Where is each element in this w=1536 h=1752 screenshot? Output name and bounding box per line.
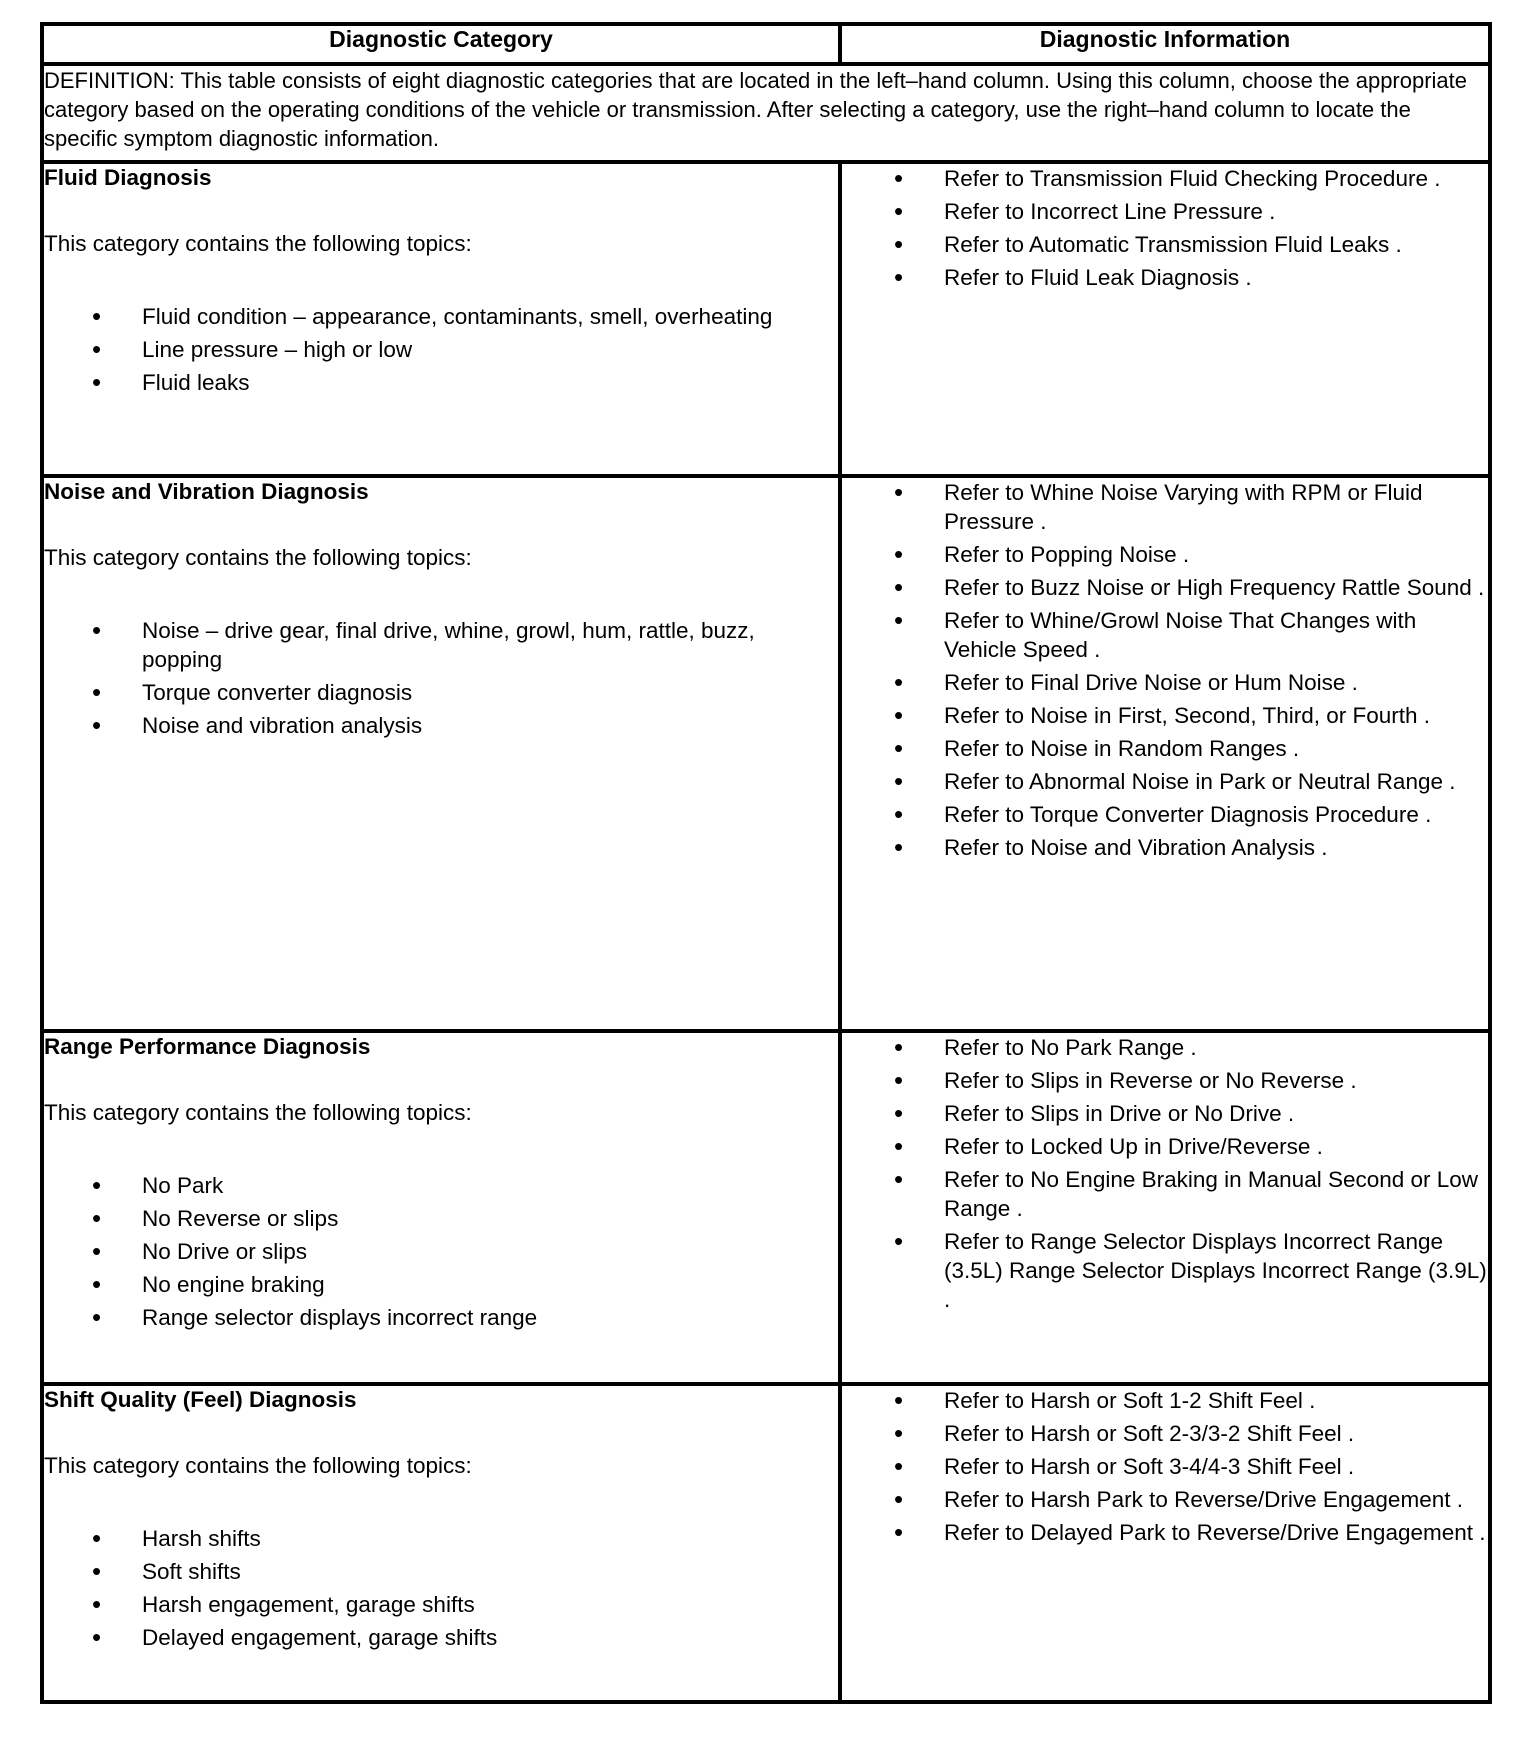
- category-title: Range Performance Diagnosis: [44, 1034, 371, 1060]
- category-intro: This category contains the following topics:: [44, 1100, 472, 1126]
- list-item: • Fluid leaks: [44, 368, 838, 397]
- list-item: • Refer to Harsh Park to Reverse/Drive Engagement .: [842, 1485, 1488, 1514]
- list-item: • Noise – drive gear, final drive, whine, growl, hum, rattle, buzz, popping: [44, 616, 838, 674]
- table-row: [42, 1384, 1490, 1702]
- list-item: • Refer to Torque Converter Diagnosis Procedure .: [842, 800, 1488, 829]
- list-item: • Harsh engagement, garage shifts: [44, 1590, 838, 1619]
- list-item: • Refer to Delayed Park to Reverse/Drive Engagement .: [842, 1518, 1488, 1547]
- list-item: • Refer to Noise in Random Ranges .: [842, 734, 1488, 763]
- list-item: • Refer to Transmission Fluid Checking Procedure .: [842, 164, 1488, 193]
- list-item: • Refer to Fluid Leak Diagnosis .: [842, 263, 1488, 292]
- table-header-row: [42, 24, 1490, 64]
- header-diagnostic-information: Diagnostic Information: [840, 24, 1490, 64]
- list-item: • Refer to Buzz Noise or High Frequency Rattle Sound .: [842, 573, 1488, 602]
- list-item: • Refer to Popping Noise .: [842, 540, 1488, 569]
- list-item: • Refer to Noise in First, Second, Third, or Fourth .: [842, 701, 1488, 730]
- header-diagnostic-category: Diagnostic Category: [42, 24, 840, 64]
- category-cell: [42, 1031, 840, 1383]
- topic-list: [44, 616, 838, 740]
- list-item: • No Reverse or slips: [44, 1204, 838, 1233]
- reference-list: [842, 478, 1488, 862]
- list-item: • Refer to Final Drive Noise or Hum Noise .: [842, 668, 1488, 697]
- category-cell: [42, 162, 840, 476]
- list-item: • Line pressure – high or low: [44, 335, 838, 364]
- category-title: Fluid Diagnosis: [44, 165, 212, 191]
- definition-row: [42, 64, 1490, 162]
- list-item: • Refer to Slips in Drive or No Drive .: [842, 1099, 1488, 1128]
- list-item: • Refer to No Park Range .: [842, 1033, 1488, 1062]
- list-item: • Refer to Automatic Transmission Fluid Leaks .: [842, 230, 1488, 259]
- list-item: • Soft shifts: [44, 1557, 838, 1586]
- topic-list: [44, 1524, 838, 1652]
- list-item: • No engine braking: [44, 1270, 838, 1299]
- list-item: • Refer to Locked Up in Drive/Reverse .: [842, 1132, 1488, 1161]
- list-item: • Refer to Harsh or Soft 1-2 Shift Feel .: [842, 1386, 1488, 1415]
- list-item: • Noise and vibration analysis: [44, 711, 838, 740]
- list-item: • Fluid condition – appearance, contaminants, smell, overheating: [44, 302, 838, 331]
- table-row: [42, 476, 1490, 1031]
- definition-text: DEFINITION: This table consists of eight diagnostic categories that are located in the left–hand column. Using this column, choose the appropriate category based on the operating conditions of the vehicle or transmission. After selecting a category, use the right–hand column to locate the specific symptom diagnostic information.: [42, 64, 1490, 162]
- list-item: • No Drive or slips: [44, 1237, 838, 1266]
- topic-list: [44, 1171, 838, 1332]
- reference-list: [842, 1386, 1488, 1547]
- list-item: • Refer to Range Selector Displays Incorrect Range (3.5L) Range Selector Displays Incorrect Range (3.9L) .: [842, 1227, 1488, 1314]
- table-row: [42, 162, 1490, 476]
- info-cell: [840, 476, 1490, 1031]
- list-item: • Refer to Abnormal Noise in Park or Neutral Range .: [842, 767, 1488, 796]
- category-title: Shift Quality (Feel) Diagnosis: [44, 1386, 357, 1412]
- info-cell: [840, 1031, 1490, 1383]
- list-item: • Refer to Whine/Growl Noise That Changes with Vehicle Speed .: [842, 606, 1488, 664]
- category-title: Noise and Vibration Diagnosis: [44, 479, 369, 505]
- category-cell: [42, 1384, 840, 1702]
- list-item: • Refer to Harsh or Soft 3-4/4-3 Shift Feel .: [842, 1452, 1488, 1481]
- topic-list: [44, 302, 838, 397]
- list-item: • Refer to Slips in Reverse or No Reverse .: [842, 1066, 1488, 1095]
- info-cell: [840, 162, 1490, 476]
- reference-list: [842, 164, 1488, 292]
- info-cell: [840, 1384, 1490, 1702]
- list-item: • Delayed engagement, garage shifts: [44, 1623, 838, 1652]
- list-item: • Refer to Harsh or Soft 2-3/3-2 Shift Feel .: [842, 1419, 1488, 1448]
- list-item: • Refer to Incorrect Line Pressure .: [842, 197, 1488, 226]
- list-item: • Refer to Whine Noise Varying with RPM or Fluid Pressure .: [842, 478, 1488, 536]
- list-item: • Range selector displays incorrect range: [44, 1303, 838, 1332]
- category-cell: [42, 476, 840, 1031]
- list-item: • Harsh shifts: [44, 1524, 838, 1553]
- reference-list: [842, 1033, 1488, 1314]
- category-intro: This category contains the following topics:: [44, 1452, 472, 1478]
- list-item: • Torque converter diagnosis: [44, 678, 838, 707]
- diagnostic-table: [40, 22, 1492, 1704]
- category-intro: This category contains the following topics:: [44, 545, 472, 571]
- category-intro: This category contains the following topics:: [44, 231, 472, 257]
- list-item: • Refer to Noise and Vibration Analysis .: [842, 833, 1488, 862]
- table-row: [42, 1031, 1490, 1383]
- list-item: • No Park: [44, 1171, 838, 1200]
- list-item: • Refer to No Engine Braking in Manual Second or Low Range .: [842, 1165, 1488, 1223]
